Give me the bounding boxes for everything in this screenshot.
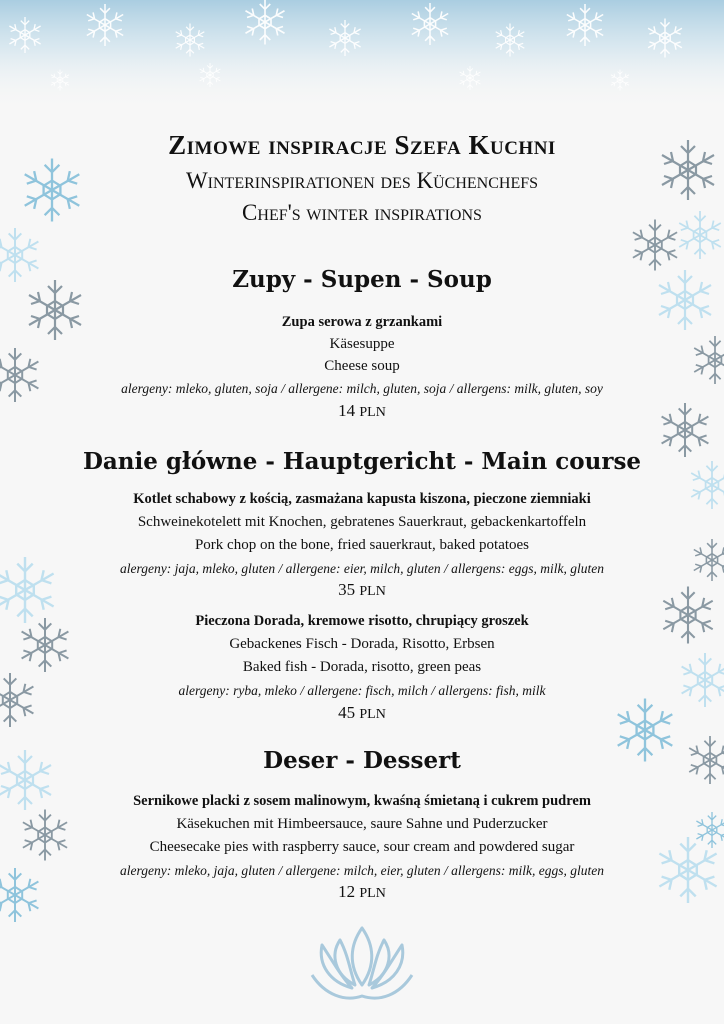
dish-name: Kotlet schabowy z kością, zasmażana kapusta kiszona, pieczone ziemniaki <box>133 491 591 507</box>
dish-allergens: alergeny: mleko, jaja, gluten / allergene: milch, eier, gluten / allergens: milk, eggs, gluten <box>119 863 604 878</box>
lotus-logo-icon <box>312 928 412 998</box>
price-currency: PLN <box>359 405 386 420</box>
price-value: 14 <box>338 401 356 420</box>
dish-name: Sernikowe placki z sosem malinowym, kwaśną śmietaną i cukrem pudrem <box>133 793 591 809</box>
dish-name-en: Pork chop on the bone, fried sauerkraut, baked potatoes <box>194 537 530 553</box>
dish-name-de: Käsesuppe <box>329 336 395 352</box>
dish-price <box>0 882 724 902</box>
section-title-dessert: Deser - Dessert <box>263 747 461 774</box>
dish-price <box>0 401 724 421</box>
price-value: 45 <box>338 703 356 722</box>
dish-price <box>0 703 724 723</box>
dish-name-en: Baked fish - Dorada, risotto, green peas <box>242 659 482 675</box>
menu-title-de: Winterinspirationen des Küchenchefs <box>185 168 539 193</box>
price-value: 12 <box>338 882 356 901</box>
price-value: 35 <box>338 580 356 599</box>
dish-price <box>0 580 724 600</box>
menu-title-pl: Zimowe inspiracje Szefa Kuchni <box>168 130 556 160</box>
dish-name-de: Schweinekotelett mit Knochen, gebratenes Sauerkraut, gebackenkartoffeln <box>137 514 587 530</box>
section-title-main: Danie główne - Hauptgericht - Main course <box>82 448 642 475</box>
price-currency: PLN <box>359 707 386 722</box>
price-currency: PLN <box>359 584 386 599</box>
section-title-soup: Zupy - Supen - Soup <box>232 266 492 293</box>
price-currency: PLN <box>359 886 386 901</box>
dish-allergens: alergeny: jaja, mleko, gluten / allergene: eier, milch, gluten / allergens: eggs, milk, gluten <box>119 561 604 576</box>
menu-title-en: Chef's winter inspirations <box>242 200 482 225</box>
dish-name-en: Cheesecake pies with raspberry sauce, sour cream and powdered sugar <box>149 839 575 855</box>
dish-name: Pieczona Dorada, kremowe risotto, chrupiący groszek <box>195 613 529 629</box>
dish-name-de: Gebackenes Fisch - Dorada, Risotto, Erbsen <box>229 636 495 652</box>
dish-name: Zupa serowa z grzankami <box>281 314 443 330</box>
dish-name-de: Käsekuchen mit Himbeersauce, saure Sahne und Puderzucker <box>176 816 548 832</box>
dish-allergens: alergeny: mleko, gluten, soja / allergene: milch, gluten, soja / allergens: milk, gluten, soy <box>121 381 603 396</box>
dish-allergens: alergeny: ryba, mleko / allergene: fisch, milch / allergens: fish, milk <box>178 683 546 698</box>
dish-name-en: Cheese soup <box>324 358 400 374</box>
